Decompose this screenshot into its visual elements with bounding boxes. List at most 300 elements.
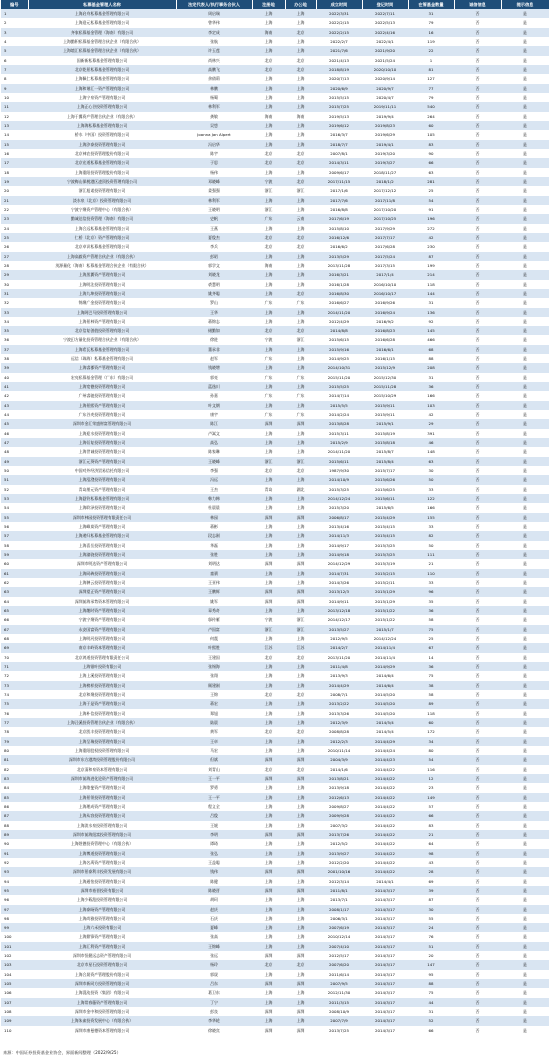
table-row xyxy=(1,168,549,177)
table-cell: 51 xyxy=(1,475,28,484)
table-cell: 王锦峰 xyxy=(176,942,252,951)
table-cell: 44 xyxy=(408,998,454,1007)
table-cell: 湖北 xyxy=(285,485,316,494)
column-header: 编号 xyxy=(1,0,28,9)
table-cell: 深圳 xyxy=(252,951,285,960)
table-cell: 2016/3/7 xyxy=(316,130,362,139)
table-cell: 是 xyxy=(501,130,549,139)
table-cell: 118 xyxy=(408,709,454,718)
table-cell: 是 xyxy=(501,998,549,1007)
table-cell: 46 xyxy=(408,438,454,447)
table-cell: 17 xyxy=(1,158,28,167)
table-cell: 广东 xyxy=(252,373,285,382)
table-cell: 是 xyxy=(501,653,549,662)
table-cell: 上海 xyxy=(252,858,285,867)
table-cell: 34 xyxy=(408,737,454,746)
table-cell: 上海 xyxy=(285,839,316,848)
table-cell: 上海希瓦私募基金管理有限公司 xyxy=(28,345,176,354)
table-cell: 上海 xyxy=(252,606,285,615)
table-cell: 4 xyxy=(1,37,28,46)
table-cell: 张翔 xyxy=(176,671,252,680)
table-cell: 33 xyxy=(408,522,454,531)
table-cell: 2014/9/25 xyxy=(316,354,362,363)
table-cell: 上海 xyxy=(285,429,316,438)
table-row xyxy=(1,485,549,494)
table-cell: 50 xyxy=(1,466,28,475)
table-cell: 是 xyxy=(501,951,549,960)
table-cell: 2015/3/20 xyxy=(316,503,362,512)
table-cell: 2014/7/14 xyxy=(316,391,362,400)
table-cell: 上海 xyxy=(285,84,316,93)
column-header: 私募基金管理人名称 xyxy=(28,0,176,9)
table-cell: 101 xyxy=(1,942,28,951)
table-cell: 是 xyxy=(501,112,549,121)
table-cell: 2014/4/1 xyxy=(362,877,408,886)
table-cell: 2014/5/4 xyxy=(362,727,408,736)
table-cell: 79 xyxy=(408,93,454,102)
table-row xyxy=(1,475,549,484)
table-cell: 2022/5/13 xyxy=(362,18,408,27)
table-cell: 上海银叶投资有限公司 xyxy=(28,662,176,671)
table-cell: 2017/1/6 xyxy=(316,186,362,195)
table-cell: 北京 xyxy=(285,28,316,37)
table-cell: 2021/9/20 xyxy=(362,46,408,55)
table-cell: 上海 xyxy=(252,737,285,746)
table-cell: 北京 xyxy=(285,960,316,969)
table-cell: 上海从容投资管理有限公司 xyxy=(28,811,176,820)
table-cell: 2014/3/26 xyxy=(316,578,362,587)
table-cell: 63 xyxy=(1,587,28,596)
table-cell: 上海理成资产管理有限公司 xyxy=(28,802,176,811)
table-cell: 上海 xyxy=(285,438,316,447)
table-cell: 北京鸿道投资管理有限责任公司 xyxy=(28,653,176,662)
table-cell: 李兵 xyxy=(176,242,252,251)
table-row xyxy=(1,998,549,1007)
table-row xyxy=(1,363,549,372)
table-cell: 214 xyxy=(408,270,454,279)
table-cell: 60 xyxy=(408,121,454,130)
table-cell: 桥水（中国）投资管理有限公司 xyxy=(28,130,176,139)
table-cell: 2013/3/26 xyxy=(316,709,362,718)
table-cell: 上海 xyxy=(285,447,316,456)
table-cell: 云南 xyxy=(285,214,316,223)
table-cell: 上海 xyxy=(252,18,285,27)
table-cell: 76 xyxy=(1,709,28,718)
table-cell: 95 xyxy=(1,886,28,895)
table-cell: 是 xyxy=(501,718,549,727)
table-cell: 仁桥（北京）资产管理有限公司 xyxy=(28,233,176,242)
table-cell: 是 xyxy=(501,289,549,298)
table-cell: 上海境汇私募基金管理合伙企业（有限合伙） xyxy=(28,46,176,55)
table-cell: 否 xyxy=(454,634,501,643)
table-cell: 深圳 xyxy=(285,559,316,568)
table-cell: 是 xyxy=(501,1007,549,1016)
table-cell: 2022/4/1 xyxy=(362,37,408,46)
table-row xyxy=(1,746,549,755)
table-cell: 否 xyxy=(454,932,501,941)
table-cell: 深圳市景泰利丰投资发展有限公司 xyxy=(28,867,176,876)
table-row xyxy=(1,783,549,792)
table-cell: 是 xyxy=(501,531,549,540)
table-cell: 否 xyxy=(454,830,501,839)
table-cell: 上海 xyxy=(285,578,316,587)
table-cell: 是 xyxy=(501,737,549,746)
table-cell: 李明 xyxy=(176,830,252,839)
table-cell: 391 xyxy=(408,429,454,438)
table-cell: 马宏 xyxy=(176,746,252,755)
table-cell: 否 xyxy=(454,914,501,923)
table-cell: 彭昭 xyxy=(176,252,252,261)
table-cell: 2014/9/18 xyxy=(316,550,362,559)
table-cell: 否 xyxy=(454,671,501,680)
table-cell: 是 xyxy=(501,606,549,615)
table-cell: 上海于是资产管理有限公司 xyxy=(28,699,176,708)
table-cell: 2018/8/19 xyxy=(316,65,362,74)
table-cell: 徐进 xyxy=(176,335,252,344)
table-cell: 北京 xyxy=(285,727,316,736)
table-cell: 郭亮 xyxy=(176,373,252,382)
table-cell: 2013/11/20 xyxy=(316,653,362,662)
table-cell: 上海明河投资管理有限公司 xyxy=(28,634,176,643)
table-cell: 上海同犇投资管理有限公司 xyxy=(28,569,176,578)
table-cell: 是 xyxy=(501,37,549,46)
table-cell: 否 xyxy=(454,793,501,802)
table-row xyxy=(1,942,549,951)
column-header: 注册地 xyxy=(252,0,285,9)
table-cell: 7 xyxy=(1,65,28,74)
table-cell: 上海 xyxy=(252,662,285,671)
table-cell: 是 xyxy=(501,298,549,307)
table-cell: 深圳 xyxy=(252,755,285,764)
table-cell: 2014/10/9 xyxy=(316,475,362,484)
table-cell: 2012/3/9 xyxy=(316,718,362,727)
table-cell: 否 xyxy=(454,475,501,484)
table-cell: 上海 xyxy=(285,970,316,979)
table-cell: 否 xyxy=(454,737,501,746)
table-cell: 2015/12/30 xyxy=(362,373,408,382)
table-cell: 上海 xyxy=(252,802,285,811)
table-cell: 2015/9/16 xyxy=(316,345,362,354)
table-cell: 否 xyxy=(454,494,501,503)
table-cell: 王鹏辉 xyxy=(176,587,252,596)
table-cell: 2017/7/6 xyxy=(316,196,362,205)
table-cell: 上海 xyxy=(252,140,285,149)
table-cell: 110 xyxy=(408,569,454,578)
table-cell: 否 xyxy=(454,130,501,139)
table-cell: 深圳市裕晋投资有限公司 xyxy=(28,886,176,895)
table-row xyxy=(1,28,549,37)
table-cell: 上海 xyxy=(252,252,285,261)
table-cell: 90 xyxy=(408,149,454,158)
table-cell: 北京 xyxy=(252,960,285,969)
table-cell: 62 xyxy=(1,578,28,587)
table-cell: 上海趣时资产管理有限公司 xyxy=(28,606,176,615)
table-cell: 是 xyxy=(501,727,549,736)
table-row xyxy=(1,811,549,820)
table-cell: 否 xyxy=(454,513,501,522)
table-cell: 2016/3/21 xyxy=(316,270,362,279)
table-cell: 20 xyxy=(1,186,28,195)
table-cell: 陈晓晋 xyxy=(176,886,252,895)
table-cell: 是 xyxy=(501,597,549,606)
table-cell: 丁宁 xyxy=(176,998,252,1007)
table-cell: 是 xyxy=(501,242,549,251)
table-cell: 12 xyxy=(1,112,28,121)
table-cell: 2013/9/18 xyxy=(316,783,362,792)
table-cell: 上海 xyxy=(252,382,285,391)
table-row xyxy=(1,326,549,335)
table-cell: 上海 xyxy=(285,932,316,941)
table-cell: 145 xyxy=(408,326,454,335)
table-row xyxy=(1,186,549,195)
table-cell: 是 xyxy=(501,475,549,484)
table-cell: 永安国富资产管理有限公司 xyxy=(28,625,176,634)
table-cell: 上海 xyxy=(252,1016,285,1025)
table-cell: 浙江 xyxy=(285,457,316,466)
table-cell: 199 xyxy=(408,261,454,270)
table-cell: 2015/3/11 xyxy=(316,429,362,438)
table-cell: 2010/12/14 xyxy=(316,932,362,941)
table-cell: 上海 xyxy=(285,168,316,177)
table-row xyxy=(1,46,549,55)
table-cell: 是 xyxy=(501,177,549,186)
table-cell: 深圳市新同方投资管理有限公司 xyxy=(28,979,176,988)
table-cell: 2014/3/17 xyxy=(362,998,408,1007)
table-cell: 75 xyxy=(1,699,28,708)
table-cell: 浙江旭诺投资管理有限公司 xyxy=(28,186,176,195)
table-cell: 2018/11/27 xyxy=(362,168,408,177)
table-cell: 2014/2/7 xyxy=(316,643,362,652)
table-cell: 是 xyxy=(501,839,549,848)
table-cell: 是 xyxy=(501,914,549,923)
table-cell: 上海 xyxy=(252,709,285,718)
table-cell: 57 xyxy=(408,802,454,811)
table-cell: 36 xyxy=(408,662,454,671)
table-cell: 是 xyxy=(501,74,549,83)
column-header: 提示信息 xyxy=(501,0,549,9)
table-cell: 否 xyxy=(454,345,501,354)
table-cell: 2015/12/9 xyxy=(362,363,408,372)
table-cell: 88 xyxy=(408,979,454,988)
table-cell: 上海 xyxy=(252,363,285,372)
table-cell: 否 xyxy=(454,970,501,979)
table-cell: 上海衍复投资管理有限公司 xyxy=(28,438,176,447)
table-cell: 是 xyxy=(501,970,549,979)
table-cell: 是 xyxy=(501,308,549,317)
table-cell: 上海 xyxy=(252,895,285,904)
table-cell: 上海 xyxy=(285,849,316,858)
table-cell: 否 xyxy=(454,839,501,848)
table-cell: 75 xyxy=(408,988,454,997)
table-cell: 10 xyxy=(1,93,28,102)
table-cell: 是 xyxy=(501,1016,549,1025)
table-cell: 88 xyxy=(1,821,28,830)
table-cell: 2015/9/11 xyxy=(362,410,408,419)
table-cell: 宁波 xyxy=(252,177,285,186)
table-cell: 2012/3/14 xyxy=(316,877,362,886)
table-row xyxy=(1,401,549,410)
table-cell: 2014/3/17 xyxy=(362,1016,408,1025)
table-cell: 上海 xyxy=(285,895,316,904)
table-cell: 上海 xyxy=(285,37,316,46)
table-cell: 2014/4/22 xyxy=(362,811,408,820)
table-cell: 2013/9/27 xyxy=(316,849,362,858)
table-cell: 否 xyxy=(454,606,501,615)
table-cell: 是 xyxy=(501,783,549,792)
table-cell: 31 xyxy=(408,298,454,307)
table-cell: 83 xyxy=(1,774,28,783)
table-cell: 宁波 xyxy=(252,335,285,344)
table-cell: 2014/12/17 xyxy=(316,615,362,624)
table-cell: 39 xyxy=(1,363,28,372)
table-cell: 否 xyxy=(454,438,501,447)
table-cell: 2014/5/20 xyxy=(362,709,408,718)
table-cell: 是 xyxy=(501,793,549,802)
table-row xyxy=(1,541,549,550)
table-cell: 2017/10/20 xyxy=(362,205,408,214)
table-cell: 上海 xyxy=(285,821,316,830)
table-cell: 2011/6/14 xyxy=(316,970,362,979)
table-cell: 2012/2/3 xyxy=(316,737,362,746)
table-cell: 是 xyxy=(501,578,549,587)
table-cell: 上海 xyxy=(252,541,285,550)
table-cell: 刘青山 xyxy=(176,765,252,774)
table-cell: 281 xyxy=(408,177,454,186)
table-cell: 51 xyxy=(408,942,454,951)
table-cell: 上海 xyxy=(252,699,285,708)
table-cell: 2019/9/4 xyxy=(362,112,408,121)
table-cell: 深圳 xyxy=(285,419,316,428)
table-cell: 上海于翼资产管理合伙企业（有限合伙） xyxy=(28,112,176,121)
table-cell: 是 xyxy=(501,979,549,988)
table-cell: 否 xyxy=(454,28,501,37)
table-cell: 否 xyxy=(454,447,501,456)
table-cell: 上海 xyxy=(285,308,316,317)
table-cell: 胡珂 xyxy=(176,895,252,904)
table-cell: 否 xyxy=(454,569,501,578)
table-cell: 2014/3/17 xyxy=(362,942,408,951)
table-cell: 蓝逸川 xyxy=(176,382,252,391)
table-cell: 136 xyxy=(408,308,454,317)
table-cell: 冯启华 xyxy=(176,140,252,149)
table-cell: 2015/9/1 xyxy=(362,419,408,428)
table-cell: 58 xyxy=(408,690,454,699)
table-cell: 2014/9/11 xyxy=(316,597,362,606)
table-cell: 33 xyxy=(408,485,454,494)
table-cell: 深圳 xyxy=(285,597,316,606)
table-cell: 否 xyxy=(454,662,501,671)
table-cell: 2016/8/30 xyxy=(316,289,362,298)
table-row xyxy=(1,233,549,242)
table-cell: 2015/3/19 xyxy=(362,559,408,568)
table-cell: 87 xyxy=(1,811,28,820)
table-cell: 深圳 xyxy=(252,587,285,596)
table-cell: 2014/4/24 xyxy=(362,746,408,755)
table-cell: 2019/3/27 xyxy=(362,158,408,167)
table-cell: 上海 xyxy=(252,793,285,802)
table-row xyxy=(1,224,549,233)
table-cell: 上海 xyxy=(285,569,316,578)
table-cell: 23 xyxy=(1,214,28,223)
table-row xyxy=(1,373,549,382)
table-cell: 钱伟 xyxy=(176,867,252,876)
table-cell: 否 xyxy=(454,681,501,690)
table-cell: 上海 xyxy=(285,354,316,363)
table-cell: 2015/2/11 xyxy=(362,578,408,587)
table-cell: 否 xyxy=(454,466,501,475)
table-cell: 上海泓澄投资管理有限公司 xyxy=(28,475,176,484)
table-cell: 是 xyxy=(501,56,549,65)
table-cell: 康宇 xyxy=(176,410,252,419)
table-cell: 否 xyxy=(454,597,501,606)
table-cell: 16 xyxy=(1,149,28,158)
table-cell: 上海 xyxy=(252,438,285,447)
table-cell: 31 xyxy=(1,289,28,298)
table-cell: 是 xyxy=(501,466,549,475)
table-cell: 否 xyxy=(454,168,501,177)
table-cell: 否 xyxy=(454,363,501,372)
table-cell: 80 xyxy=(408,746,454,755)
table-cell: 2015/4/29 xyxy=(362,513,408,522)
table-cell: 11 xyxy=(1,102,28,111)
table-cell: 张航 xyxy=(176,37,252,46)
table-cell: 否 xyxy=(454,149,501,158)
table-cell: 2016/10/17 xyxy=(362,289,408,298)
table-cell: 锦聚广金投资管理有限公司 xyxy=(28,298,176,307)
table-cell: 是 xyxy=(501,671,549,680)
table-cell: 2019/6/12 xyxy=(316,121,362,130)
table-cell: 上海 xyxy=(285,923,316,932)
table-row xyxy=(1,858,549,867)
table-cell: 北京 xyxy=(285,56,316,65)
table-cell: 56 xyxy=(1,522,28,531)
table-cell: 49 xyxy=(1,457,28,466)
table-cell: 深圳 xyxy=(252,867,285,876)
table-cell: 55 xyxy=(408,914,454,923)
table-cell: 上海 xyxy=(252,168,285,177)
table-cell: 是 xyxy=(501,643,549,652)
table-cell: 59 xyxy=(1,550,28,559)
table-cell: 是 xyxy=(501,905,549,914)
table-cell: 27 xyxy=(1,252,28,261)
table-cell: 否 xyxy=(454,541,501,550)
table-cell: 上海 xyxy=(252,550,285,559)
table-cell: 深圳市恒健远志资产管理有限公司 xyxy=(28,951,176,960)
table-cell: 85 xyxy=(1,793,28,802)
table-row xyxy=(1,877,549,886)
table-cell: 81 xyxy=(1,755,28,764)
table-cell: 深圳 xyxy=(252,1007,285,1016)
table-cell: 是 xyxy=(501,821,549,830)
table-cell: 上海 xyxy=(285,877,316,886)
table-cell: 110 xyxy=(1,1026,28,1035)
table-cell: 广东谷麦投资管理有限公司 xyxy=(28,410,176,419)
table-cell: 否 xyxy=(454,811,501,820)
table-cell: 2006/3/1 xyxy=(316,914,362,923)
table-cell: 余倩莉 xyxy=(176,74,252,83)
table-cell: 上海 xyxy=(285,858,316,867)
table-cell: 66 xyxy=(408,811,454,820)
table-cell: 江苏 xyxy=(285,643,316,652)
table-cell: 9 xyxy=(1,84,28,93)
table-cell: 22 xyxy=(408,46,454,55)
table-cell: 北京 xyxy=(285,466,316,475)
table-cell: 许玉莲 xyxy=(176,46,252,55)
table-cell: 13 xyxy=(1,121,28,130)
table-cell: 北京 xyxy=(285,326,316,335)
table-cell: 深圳望正资产管理有限公司 xyxy=(28,587,176,596)
table-cell: 2013/4/16 xyxy=(316,522,362,531)
